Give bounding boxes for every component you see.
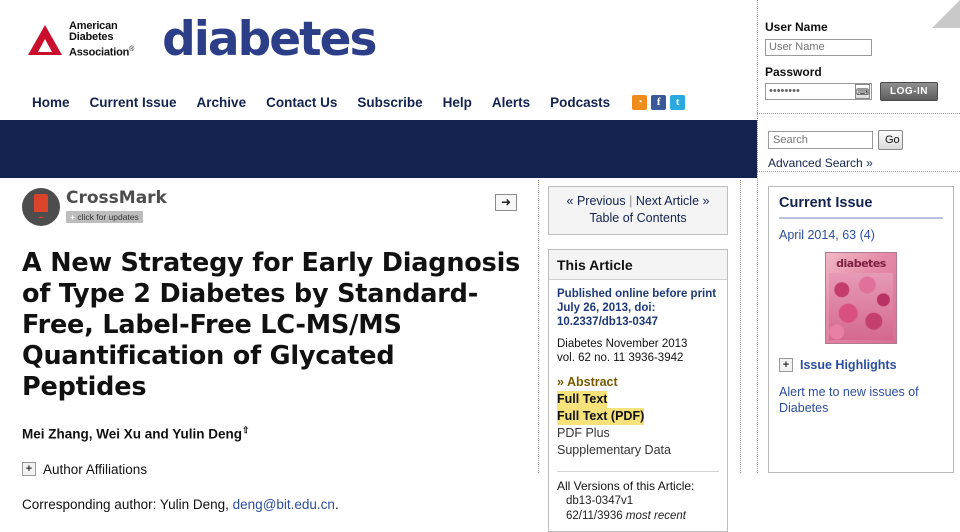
twitter-icon[interactable]: t [670, 95, 685, 110]
nav-item-podcasts[interactable]: Podcasts [550, 95, 611, 110]
corresponding-suffix: . [334, 496, 339, 512]
primary-nav [22, 95, 685, 110]
username-label: User Name [765, 20, 828, 34]
keyboard-icon[interactable]: ⌨ [855, 84, 870, 99]
issue-alert-block[interactable] [769, 372, 953, 416]
plus-icon: + [22, 462, 36, 476]
horizontal-divider-login [757, 113, 960, 114]
page-title: A New Strategy for Early Diagnosis of Type 2 Diabetes by Standard-Free, Label-Free LC-MS/MS Quantification of Glycated Peptides [22, 248, 521, 402]
vertical-divider-middle [538, 180, 539, 473]
corresponding-prefix: Corresponding author: Yulin Deng, [22, 496, 233, 512]
abstract-link[interactable]: » Abstract [557, 375, 618, 389]
crossmark-icon [22, 188, 60, 226]
vertical-divider-sidebar [740, 180, 741, 473]
ada-society-name [69, 21, 134, 59]
nav-item-home[interactable]: Home [32, 95, 70, 110]
login-button[interactable]: LOG-IN [880, 82, 938, 101]
nav-separator: | [629, 194, 633, 208]
article-nav-box [548, 186, 728, 235]
current-issue-heading: Current Issue [779, 195, 873, 211]
vertical-divider-right [757, 0, 758, 473]
full-text-link[interactable]: Full Text [557, 392, 608, 406]
full-text-pdf-link[interactable]: Full Text (PDF) [557, 409, 645, 423]
issue-cover-image[interactable] [825, 252, 897, 344]
this-article-box [548, 249, 728, 532]
nav-item-current-issue[interactable]: Current Issue [89, 95, 177, 110]
nav-item-help[interactable]: Help [442, 95, 472, 110]
citation-line-2: vol. 62 no. 11 3936-3942 [557, 352, 684, 364]
alert-line-1[interactable]: Alert me to new issues of [779, 385, 919, 399]
corresponding-author-marker: ⇧ [242, 425, 250, 435]
crossmark-title: CrossMark [66, 188, 167, 208]
next-article-link[interactable]: Next Article » [635, 194, 710, 208]
pdf-plus-link[interactable]: PDF Plus [557, 426, 610, 440]
cover-title: diabetes [836, 257, 886, 270]
published-online-note: Published online before print July 26, 2013, doi: 10.2337/db13-0347 [557, 288, 717, 328]
search-panel [768, 130, 958, 170]
version-item-2[interactable] [566, 509, 719, 524]
citation-info [557, 337, 719, 365]
search-row [768, 130, 958, 150]
author-affiliations-toggle[interactable] [22, 462, 527, 477]
cover-artwork [829, 273, 893, 340]
citation-line-1: Diabetes November 2013 [557, 338, 688, 350]
issue-highlights-label: Issue Highlights [800, 358, 897, 372]
corresponding-author [22, 497, 527, 512]
nav-item-subscribe[interactable]: Subscribe [357, 95, 423, 110]
all-versions-heading: All Versions of this Article: [557, 479, 695, 493]
this-article-body [549, 280, 727, 531]
facebook-icon[interactable]: f [651, 95, 666, 110]
crossmark-badge[interactable] [22, 188, 527, 226]
author-names: Mei Zhang, Wei Xu and Yulin Deng [22, 426, 243, 442]
crossmark-plus: + [70, 212, 75, 222]
version-item-2-note: most recent [625, 510, 686, 522]
previous-article-link[interactable]: « Previous [566, 194, 626, 208]
author-list [22, 425, 527, 442]
nav-item-alerts[interactable]: Alerts [491, 95, 531, 110]
search-go-button[interactable]: Go [878, 130, 903, 150]
rss-icon[interactable]: ◔ [632, 95, 647, 110]
current-issue-link[interactable]: April 2014, 63 (4) [779, 228, 875, 242]
username-input[interactable] [765, 39, 872, 56]
author-affiliations-label: Author Affiliations [43, 461, 148, 477]
version-item-2-label: 62/11/3936 [566, 510, 623, 522]
table-of-contents-link[interactable]: Table of Contents [589, 211, 687, 225]
journal-title: diabetes [162, 12, 376, 67]
ada-line-2: Diabetes [69, 31, 114, 44]
supplementary-data-link[interactable]: Supplementary Data [557, 443, 671, 457]
plus-icon: + [779, 358, 793, 372]
journal-logo[interactable] [28, 12, 376, 67]
password-row [765, 82, 960, 101]
article-side-column [548, 186, 728, 532]
crossmark-updates-badge[interactable] [66, 211, 143, 223]
social-links [632, 95, 685, 110]
ada-registered-mark: ® [129, 45, 135, 53]
search-input[interactable] [768, 131, 873, 149]
ada-triangle-icon [28, 25, 62, 55]
all-versions-block [557, 471, 719, 524]
login-panel [765, 20, 960, 101]
alert-line-2[interactable]: Diabetes [779, 401, 829, 415]
masthead [0, 0, 757, 118]
this-article-heading: This Article [549, 250, 727, 280]
blue-band [0, 120, 757, 178]
ada-line-1: American [69, 19, 118, 32]
nav-item-contact-us[interactable]: Contact Us [266, 95, 338, 110]
advanced-search-link[interactable]: Advanced Search » [768, 156, 873, 170]
article-header [22, 188, 527, 512]
article-format-links [557, 374, 719, 459]
issue-highlights-toggle[interactable] [769, 344, 953, 372]
ada-line-3: Association® [69, 45, 135, 59]
crossmark-updates-label: click for updates [77, 212, 139, 222]
version-item-1[interactable]: db13-0347v1 [566, 495, 634, 507]
corresponding-email-link[interactable]: deng@bit.edu.cn [232, 496, 335, 512]
current-issue-panel [768, 186, 954, 473]
crossmark-text-block [66, 189, 167, 225]
expand-arrow-icon[interactable]: ➜ [495, 194, 517, 211]
password-field-group [765, 83, 870, 100]
password-label: Password [765, 64, 822, 79]
nav-item-archive[interactable]: Archive [196, 95, 247, 110]
horizontal-divider-search [757, 171, 960, 172]
